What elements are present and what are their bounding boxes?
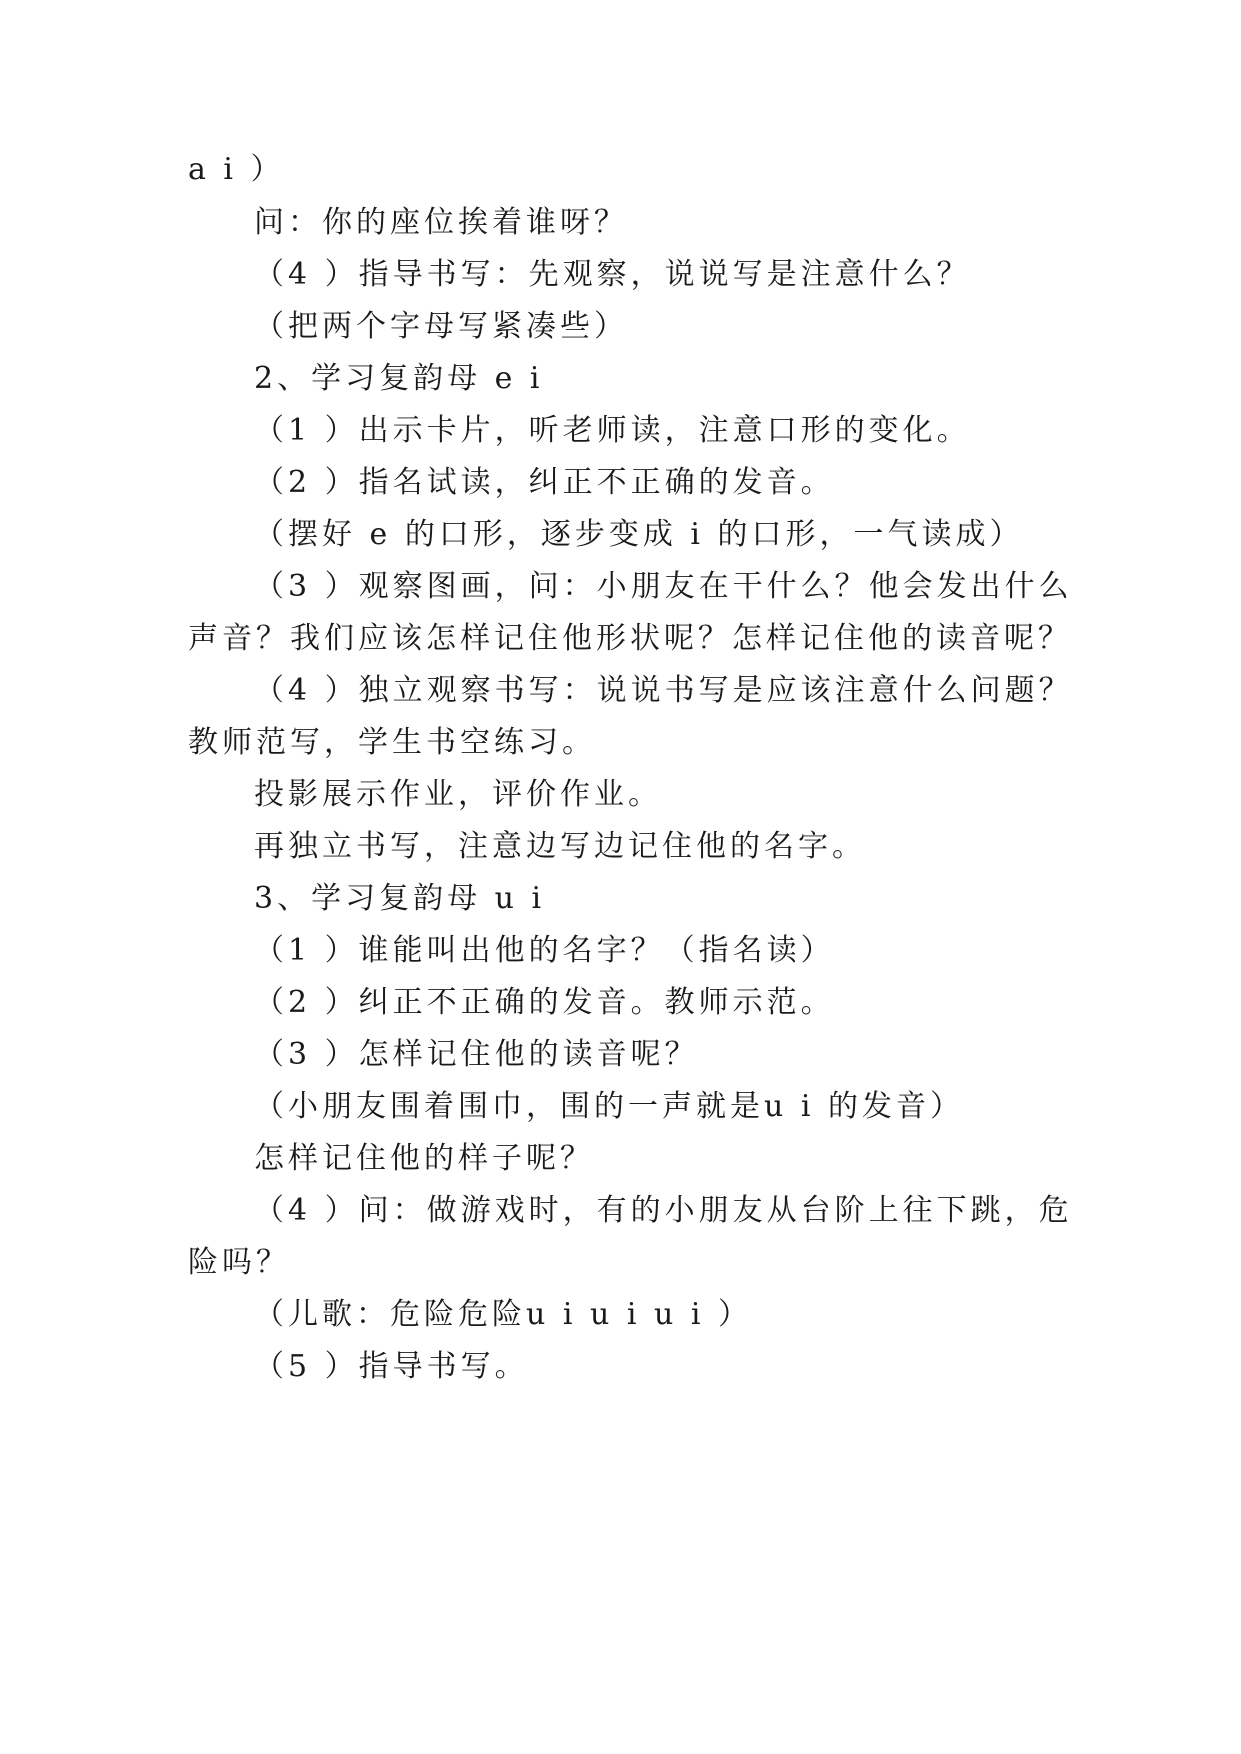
text-line: 问：你的座位挨着谁呀？: [254, 205, 628, 240]
text-line: 怎样记住他的样子呢？: [254, 1141, 594, 1176]
section-heading: 2、学习复韵母 e i: [254, 361, 544, 396]
text-line: 投影展示作业，评价作业。: [254, 777, 662, 812]
text-line: （3 ）怎样记住他的读音呢？: [254, 1037, 699, 1072]
text-line: （摆好 e 的口形，逐步变成 i 的口形，一气读成）: [254, 517, 1024, 552]
text-line: （3 ）观察图画，问：小朋友在干什么？他会发出什么: [254, 569, 1073, 604]
text-line: （儿歌：危险危险u i u i u i ）: [254, 1297, 752, 1332]
text-line: （4 ）指导书写：先观察，说说写是注意什么？: [254, 257, 971, 292]
text-line: （2 ）纠正不正确的发音。教师示范。: [254, 985, 835, 1020]
text-line: （4 ）问：做游戏时，有的小朋友从台阶上往下跳，危: [254, 1193, 1073, 1228]
section-heading: 3、学习复韵母 u i: [254, 881, 546, 916]
text-line: （1 ）出示卡片，听老师读，注意口形的变化。: [254, 413, 971, 448]
text-line: （2 ）指名试读，纠正不正确的发音。: [254, 465, 835, 500]
text-line: （把两个字母写紧凑些）: [254, 309, 628, 344]
text-line: 险吗？: [188, 1245, 290, 1280]
text-line: 声音？我们应该怎样记住他形状呢？怎样记住他的读音呢？: [188, 621, 1072, 656]
text-line: 教师范写，学生书空练习。: [188, 725, 596, 760]
text-line: （5 ）指导书写。: [254, 1349, 529, 1384]
text-line: （1 ）谁能叫出他的名字？（指名读）: [254, 933, 835, 968]
text-line: a i ）: [188, 152, 285, 187]
text-line: （4 ）独立观察书写：说说书写是应该注意什么问题？: [254, 673, 1073, 708]
text-line: （小朋友围着围巾，围的一声就是u i 的发音）: [254, 1089, 964, 1124]
text-line: 再独立书写，注意边写边记住他的名字。: [254, 829, 866, 864]
